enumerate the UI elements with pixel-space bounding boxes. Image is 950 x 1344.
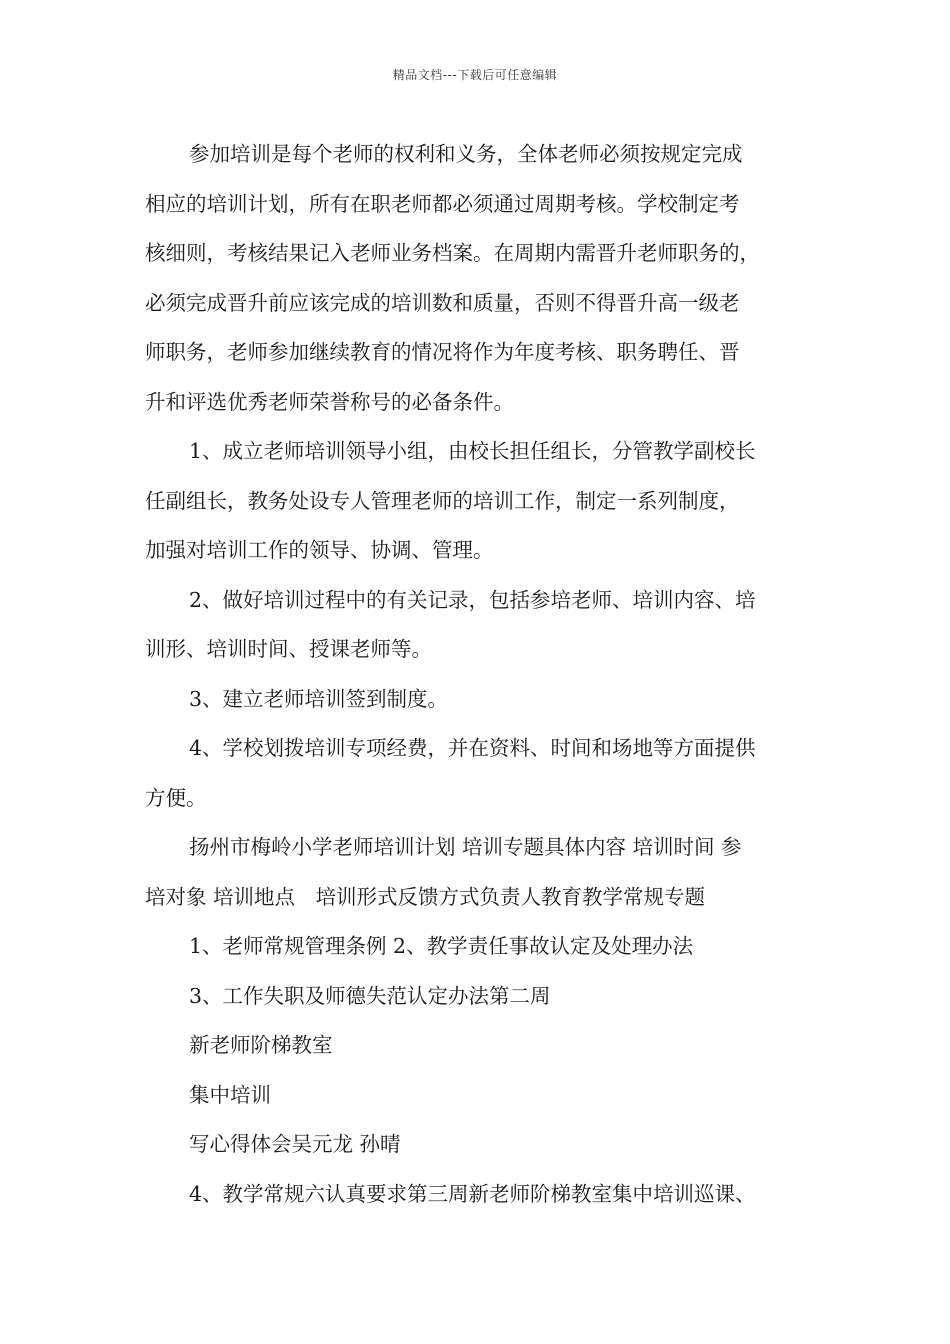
paragraph-line: 3、建立老师培训签到制度。 xyxy=(189,686,449,711)
paragraph-line: 3、工作失职及师德失范认定办法第二周 xyxy=(189,983,551,1008)
paragraph-line: 集中培训 xyxy=(189,1082,271,1107)
paragraph-line: 扬州市梅岭小学老师培训计划 培训专题具体内容 培训时间 参 xyxy=(189,835,742,859)
paragraph-line: 师职务，老师参加继续教育的情况将作为年度考核、职务聘任、晋 xyxy=(145,340,740,364)
paragraph-line: 1、成立老师培训领导小组，由校长担任组长，分管教学副校长 xyxy=(189,439,756,463)
paragraph-line: 训形、培训时间、授课老师等。 xyxy=(145,637,432,661)
paragraph-line: 4、学校划拨培训专项经费，并在资料、时间和场地等方面提供 xyxy=(189,736,756,760)
paragraph-line: 1、老师常规管理条例 2、教学责任事故认定及处理办法 xyxy=(189,934,694,958)
paragraph-line: 参加培训是每个老师的权利和义务，全体老师必须按规定完成 xyxy=(189,142,743,166)
paragraph-line: 2、做好培训过程中的有关记录，包括参培老师、培训内容、培 xyxy=(189,587,756,612)
paragraph-line: 4、教学常规六认真要求第三周新老师阶梯教室集中培训巡课、 xyxy=(189,1181,756,1206)
paragraph-line: 必须完成晋升前应该完成的培训数和质量，否则不得晋升高一级老 xyxy=(145,290,740,315)
paragraph-line: 培对象 培训地点 培训形式反馈方式负责人教育教学常规专题 xyxy=(145,884,706,909)
paragraph-line: 加强对培训工作的领导、协调、管理。 xyxy=(145,538,494,562)
page-header: 精品文档---下载后可任意编辑 xyxy=(392,68,558,82)
paragraph-line: 方便。 xyxy=(145,785,207,810)
paragraph-line: 相应的培训计划，所有在职老师都必须通过周期考核。学校制定考 xyxy=(145,191,740,216)
paragraph-line: 升和评选优秀老师荣誉称号的必备条件。 xyxy=(145,389,514,414)
paragraph-line: 新老师阶梯教室 xyxy=(189,1033,333,1057)
paragraph-line: 核细则，考核结果记入老师业务档案。在周期内需晋升老师职务的， xyxy=(145,241,760,265)
paragraph-line: 写心得体会吴元龙 孙晴 xyxy=(189,1132,401,1156)
paragraph-line: 任副组长，教务处设专人管理老师的培训工作，制定一系列制度， xyxy=(145,488,740,513)
document-body xyxy=(145,130,825,1219)
